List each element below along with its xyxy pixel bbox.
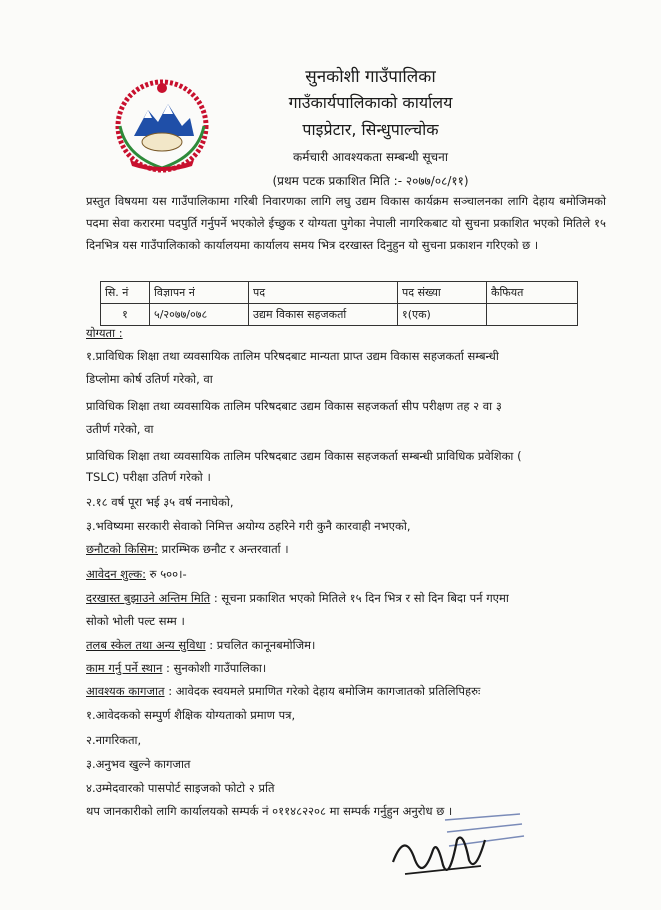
qualification-item: २.१८ वर्ष पूरा भई ३५ वर्ष ननाघेको,	[86, 495, 234, 509]
selection-line	[86, 542, 289, 557]
table-cell: १(एक)	[398, 304, 487, 326]
col-header: पद संख्या	[398, 282, 487, 304]
selection-label: छनौटको किसिम:	[86, 542, 158, 556]
contact-line: थप जानकारीको लागि कार्यालयको सम्पर्क नं ०११४८२२०८ मा सम्पर्क गर्नुहुन अनुरोध छ ।	[86, 804, 453, 818]
col-header: विज्ञापन नं	[150, 282, 249, 304]
documents-value: : आवेदक स्वयमले प्रमाणित गरेको देहाय बमोजिम कागजातको प्रतिलिपिहरुः	[164, 684, 481, 698]
qualification-title: योग्यता :	[86, 326, 123, 340]
table-header-row	[101, 282, 578, 304]
fee-line	[86, 567, 187, 582]
table-cell: ५/२०७७/०७८	[150, 304, 249, 326]
qualification-item: उतीर्ण गरेको, वा	[86, 422, 154, 436]
table-row	[101, 304, 578, 326]
intro-paragraph: प्रस्तुत विषयमा यस गाउँपालिकामा गरिबी निवारणका लागि लघु उद्यम विकास कार्यक्रम सञ्चालनका लागि देहाय बमोजिमको पदमा सेवा करारमा पदपुर्ति गर्नुपर्ने भएकोले ईच्छुक र योग्यता पुगेका नेपाली नागरिकबाट यो सुचना प्रकाशित भएको मितिले १५ दिनभित्र यस गाउँपालिकाको कार्यालयमा कार्यालय समय भित्र दरखास्त दिनुहुन यो सुचना प्रकाशन गरिएको छ ।	[86, 194, 606, 252]
document-item: ४.उम्मेदवारको पासपोर्ट साइजको फोटो २ प्रति	[86, 781, 275, 795]
office-address: पाइप्रेटार, सिन्धुपाल्चोक	[302, 120, 439, 139]
qualification-item: १.प्राविधिक शिक्षा तथा व्यवसायिक तालिम परिषदबाट मान्यता प्राप्त उद्यम विकास सहजकर्ता सम्बन्धी	[86, 349, 499, 363]
fee-label: आवेदन शुल्क:	[86, 567, 147, 581]
selection-value: प्रारम्भिक छनौट र अन्तरवार्ता ।	[158, 542, 289, 556]
office-name: गाउँकार्यपालिकाको कार्यालय	[288, 93, 453, 112]
notice-subject: कर्मचारी आवश्यकता सम्बन्धी सूचना	[293, 150, 448, 164]
col-header: पद	[249, 282, 398, 304]
salary-value: : प्रचलित कानूनबमोजिम।	[205, 638, 316, 652]
qualification-item: प्राविधिक शिक्षा तथा व्यवसायिक तालिम परिषदबाट उद्यम विकास सहजकर्ता सम्बन्धी प्राविधिक प्रवेशिका (	[86, 449, 522, 463]
deadline-continued: सोको भोली पल्ट सम्म ।	[86, 614, 185, 628]
vacancy-table	[100, 281, 578, 326]
deadline-line	[86, 591, 509, 606]
qualification-item: ३.भविष्यमा सरकारी सेवाको निमित्त अयोग्य ठहरिने गरी कुनै कारवाही नभएको,	[86, 519, 411, 533]
document-item: ३.अनुभव खुल्ने कागजात	[86, 757, 191, 771]
deadline-label: दरखास्त बुझाउने अन्तिम मिति	[86, 591, 211, 605]
qualification-item: TSLC) परीक्षा उतिर्ण गरेको ।	[86, 470, 211, 484]
document-item: २.नागरिकता,	[86, 733, 142, 747]
deadline-value: : सूचना प्रकाशित भएको मितिले १५ दिन भित्र र सो दिन बिदा पर्न गएमा	[210, 591, 509, 605]
signature-stamp-icon	[385, 810, 525, 890]
table-cell: १	[101, 304, 150, 326]
col-header: सि. नं	[101, 282, 150, 304]
col-header: कैफियत	[487, 282, 578, 304]
qualification-item: प्राविधिक शिक्षा तथा व्यवसायिक तालिम परिषदबाट उद्यम विकास सहजकर्ता सीप परीक्षण तह २ वा ३	[86, 399, 502, 413]
workplace-line	[86, 661, 266, 676]
fee-value: रु ५००।-	[146, 567, 187, 581]
document-item: १.आवेदकको सम्पुर्ण शैक्षिक योग्यताको प्रमाण पत्र,	[86, 708, 296, 722]
org-name: सुनकोशी गाउँपालिका	[305, 67, 436, 87]
workplace-value: : सुनकोशी गाउँपालिका।	[162, 661, 267, 675]
qualification-item: डिप्लोमा कोर्ष उतिर्ण गरेको, वा	[86, 372, 213, 386]
table-cell: उद्यम विकास सहजकर्ता	[249, 304, 398, 326]
publish-date: (प्रथम पटक प्रकाशित मिति :- २०७७/०८/११)	[272, 174, 469, 188]
salary-label: तलब स्केल तथा अन्य सुविधा	[86, 638, 206, 652]
table-cell	[487, 304, 578, 326]
workplace-label: काम गर्नु पर्ने स्थान	[86, 661, 163, 675]
documents-line	[86, 684, 480, 699]
salary-line	[86, 638, 315, 653]
documents-label: आवश्यक कागजात	[86, 684, 165, 698]
